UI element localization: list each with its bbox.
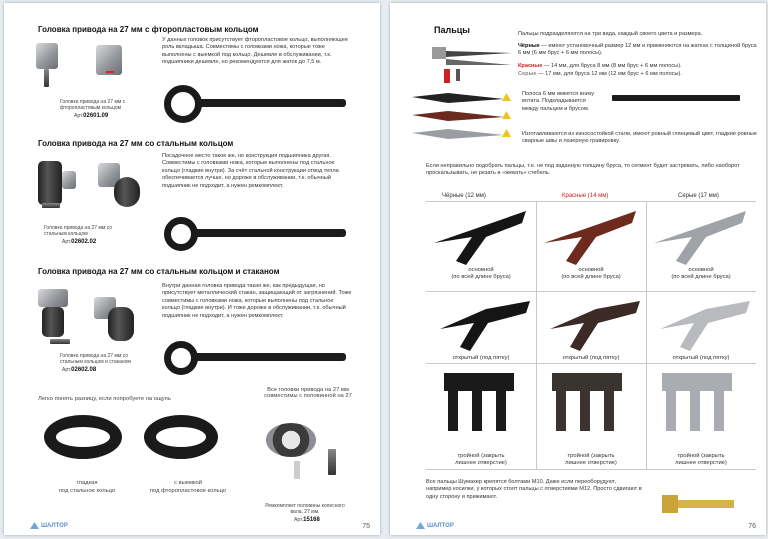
drive-arm-1 — [198, 99, 346, 107]
grey-desc: Серые — 17 мм, для бруса 12 мм (12 мм брус + 6 мм полосы). — [518, 71, 682, 77]
label-triple-grey: тройной (закрыть лишнее отверстие) — [675, 453, 727, 466]
drive-head-photo-2b — [114, 177, 140, 207]
bolt-m10-photo — [660, 491, 736, 517]
bolt-note: Все пальцы Шумахер крепятся болтами М10. Даже если переоборудуют, например косилки, у которых стоят пальцы с отверстиями М12. Просто сдвигают в одну сторону и прижимают. — [426, 479, 642, 500]
bolt-image — [44, 69, 49, 87]
label-triple-black: тройной (закрыть лишнее отверстие) — [455, 453, 507, 466]
finger-open-grey — [660, 301, 750, 351]
section3-art: Арт.02602.08 — [62, 367, 97, 373]
grid-line — [426, 201, 756, 202]
right-page-number: 76 — [748, 523, 756, 530]
left-page-number: 75 — [362, 523, 370, 530]
section2-caption: Головка привода на 27 мм со стальным кольцом — [44, 225, 113, 237]
left-page — [4, 3, 380, 535]
drive-arm-2 — [194, 229, 346, 237]
col-black: Чёрные (12 мм) — [442, 193, 486, 199]
drive-head-photo-2a — [38, 161, 62, 205]
finger-assembly-photo — [426, 43, 516, 87]
section1-caption: Головка привода на 27 мм с фторопластовым кольцом — [60, 99, 126, 111]
logo-text: ШАЛТОР — [427, 522, 454, 529]
drive-arm-3 — [194, 353, 346, 361]
label-main-black: основной (по всей длине бруса) — [451, 267, 511, 280]
publisher-logo-right — [416, 522, 454, 529]
black-desc: Чёрные — имеют установочный размер 12 мм и применяются на жатках с толщиной бруса 6 мм (6 мм брус + 6 мм полосы). — [518, 43, 757, 57]
drive-head-cup-3b — [108, 307, 134, 341]
finger-grid — [426, 203, 756, 467]
kit-bolt — [328, 449, 336, 475]
section3-caption: Головка привода на 27 мм со стальным кольцом и стаканом — [60, 353, 131, 365]
drive-head-ring-3 — [164, 341, 198, 375]
right-heading: Пальцы — [434, 25, 470, 35]
finger-side-views — [408, 87, 508, 143]
intro-text: Пальцы подразделяются на три вида, каждый своего цвета и размера. — [518, 31, 703, 37]
grey-label: Серые — [518, 71, 537, 77]
drive-head-ring-2 — [164, 217, 198, 251]
publisher-logo — [30, 522, 68, 529]
section2-heading: Головка привода на 27 мм со стальным кольцом — [38, 139, 234, 148]
section1-art: Арт.02601.09 — [74, 113, 109, 119]
section1-heading: Головка привода на 27 мм с фторопластовым кольцом — [38, 25, 259, 34]
logo-mark-icon — [416, 522, 425, 529]
red-desc: Красные — 14 мм, для бруса 8 мм (8 мм брус + 6 мм полосы). — [518, 63, 682, 69]
red-mark — [106, 71, 114, 73]
drive-head-photo-3a — [38, 289, 68, 307]
col-grey: Серые (17 мм) — [678, 193, 719, 199]
steel-strip-photo — [612, 95, 740, 101]
finger-triple-grey — [662, 373, 732, 431]
col-red: Красные (14 мм) — [562, 193, 609, 199]
grid-line — [426, 469, 756, 470]
bolt-image-2 — [42, 203, 60, 208]
label-open-grey: открытый (под пятку) — [672, 355, 730, 361]
section3-heading: Головка привода на 27 мм со стальным кольцом и стаканом — [38, 267, 280, 276]
finger-main-red — [544, 211, 636, 265]
groove-ring-photo — [144, 415, 218, 459]
finger-main-grey — [654, 211, 746, 265]
drive-head-ring-1 — [164, 85, 202, 123]
section2-text: Посадочное место такое же, но конструкция подшипника другая. Совместимы с головками ножа, которые выполнены под стальное кольцо (гладкие внутри). За счёт стальной конструкции отвод тепла обеспечивается лучше, но дороже в обслуживании, т.к. обычный подшипник не подходит, а нужен ремкомплект. — [162, 153, 339, 189]
strip-note: Полоса 6 мм имеется внизу вотата. Подкладывается между пальцем и брусом. — [522, 91, 595, 112]
label-smooth: гладкая под стальное кольцо — [58, 480, 116, 494]
drive-head-photo-1a — [36, 43, 58, 69]
right-page — [390, 3, 766, 535]
bolt-image-3 — [50, 339, 70, 344]
section3-text: Внутри данная головка привода такая же, как предыдущая, но присутствует металлический стакан, защищающий от загрязнений. Тоже совместимы с головками ножа, которые выполнены под стальное кольцо (гладкие внутри). И тоже дороже в обслуживании, т.к. обычный подшипник не подходит, а нужен ремкомплект. — [162, 283, 352, 319]
label-triple-red: тройной (закрыть лишнее отверстие) — [565, 453, 617, 466]
finger-open-black — [440, 301, 530, 351]
finger-open-red — [550, 301, 640, 351]
warning-note: Если неправильно подобрать пальцы, т.е. не под заданную толщину бруса, то сегмент будет застревать, либо наоборот проскальзывать, не резать и «жевать» стебель. — [426, 163, 740, 177]
logo-mark-icon — [30, 522, 39, 529]
label-main-grey: основной (по всей длине бруса) — [671, 267, 731, 280]
label-open-black: открытый (под пятку) — [452, 355, 510, 361]
black-label: Чёрные — [518, 43, 540, 49]
finger-triple-red — [552, 373, 622, 431]
label-open-red: открытый (под пятку) — [562, 355, 620, 361]
drive-head-bracket-2a — [62, 171, 76, 189]
repair-kit-photo — [266, 423, 316, 457]
label-groove: с выемкой под фторопластовое кольцо — [149, 480, 227, 494]
material-note: Изготавливаются из износостойкой стали, имеют ровный глянцевый цвет, гладкие ровные сварные швы и лазерную гравировку. — [522, 131, 757, 145]
logo-text: ШАЛТОР — [41, 522, 68, 529]
kit-art: Арт.15168 — [294, 517, 320, 523]
red-label: Красные — [518, 63, 543, 69]
section2-art: Арт.02602.02 — [62, 239, 97, 245]
kit-caption: Ремкомплект половины колесного вала, 27 мм. — [265, 503, 345, 515]
smooth-ring-photo — [44, 415, 122, 459]
section1-text: У данных головок присутствует фторопластовое кольцо, выполняющее роль вкладыша. Совместимы с головками ножа, которые тоже выполнены с выемкой под кольцо. Дешевле в обслуживании, т.к. подшипники дешевле, но рекомендуются для жаток до 7,5 м. — [162, 37, 348, 66]
drive-head-cup-3a — [42, 307, 64, 337]
finger-triple-black — [444, 373, 514, 431]
compat-note: Все головки привода на 27 мм совместимы с половинной на 27 — [264, 387, 352, 399]
label-main-red: основной (по всей длине бруса) — [561, 267, 621, 280]
hint-text: Легко понять разницу, если попробуете на ощупь — [38, 396, 171, 402]
kit-pin — [294, 461, 300, 479]
finger-main-black — [434, 211, 526, 265]
